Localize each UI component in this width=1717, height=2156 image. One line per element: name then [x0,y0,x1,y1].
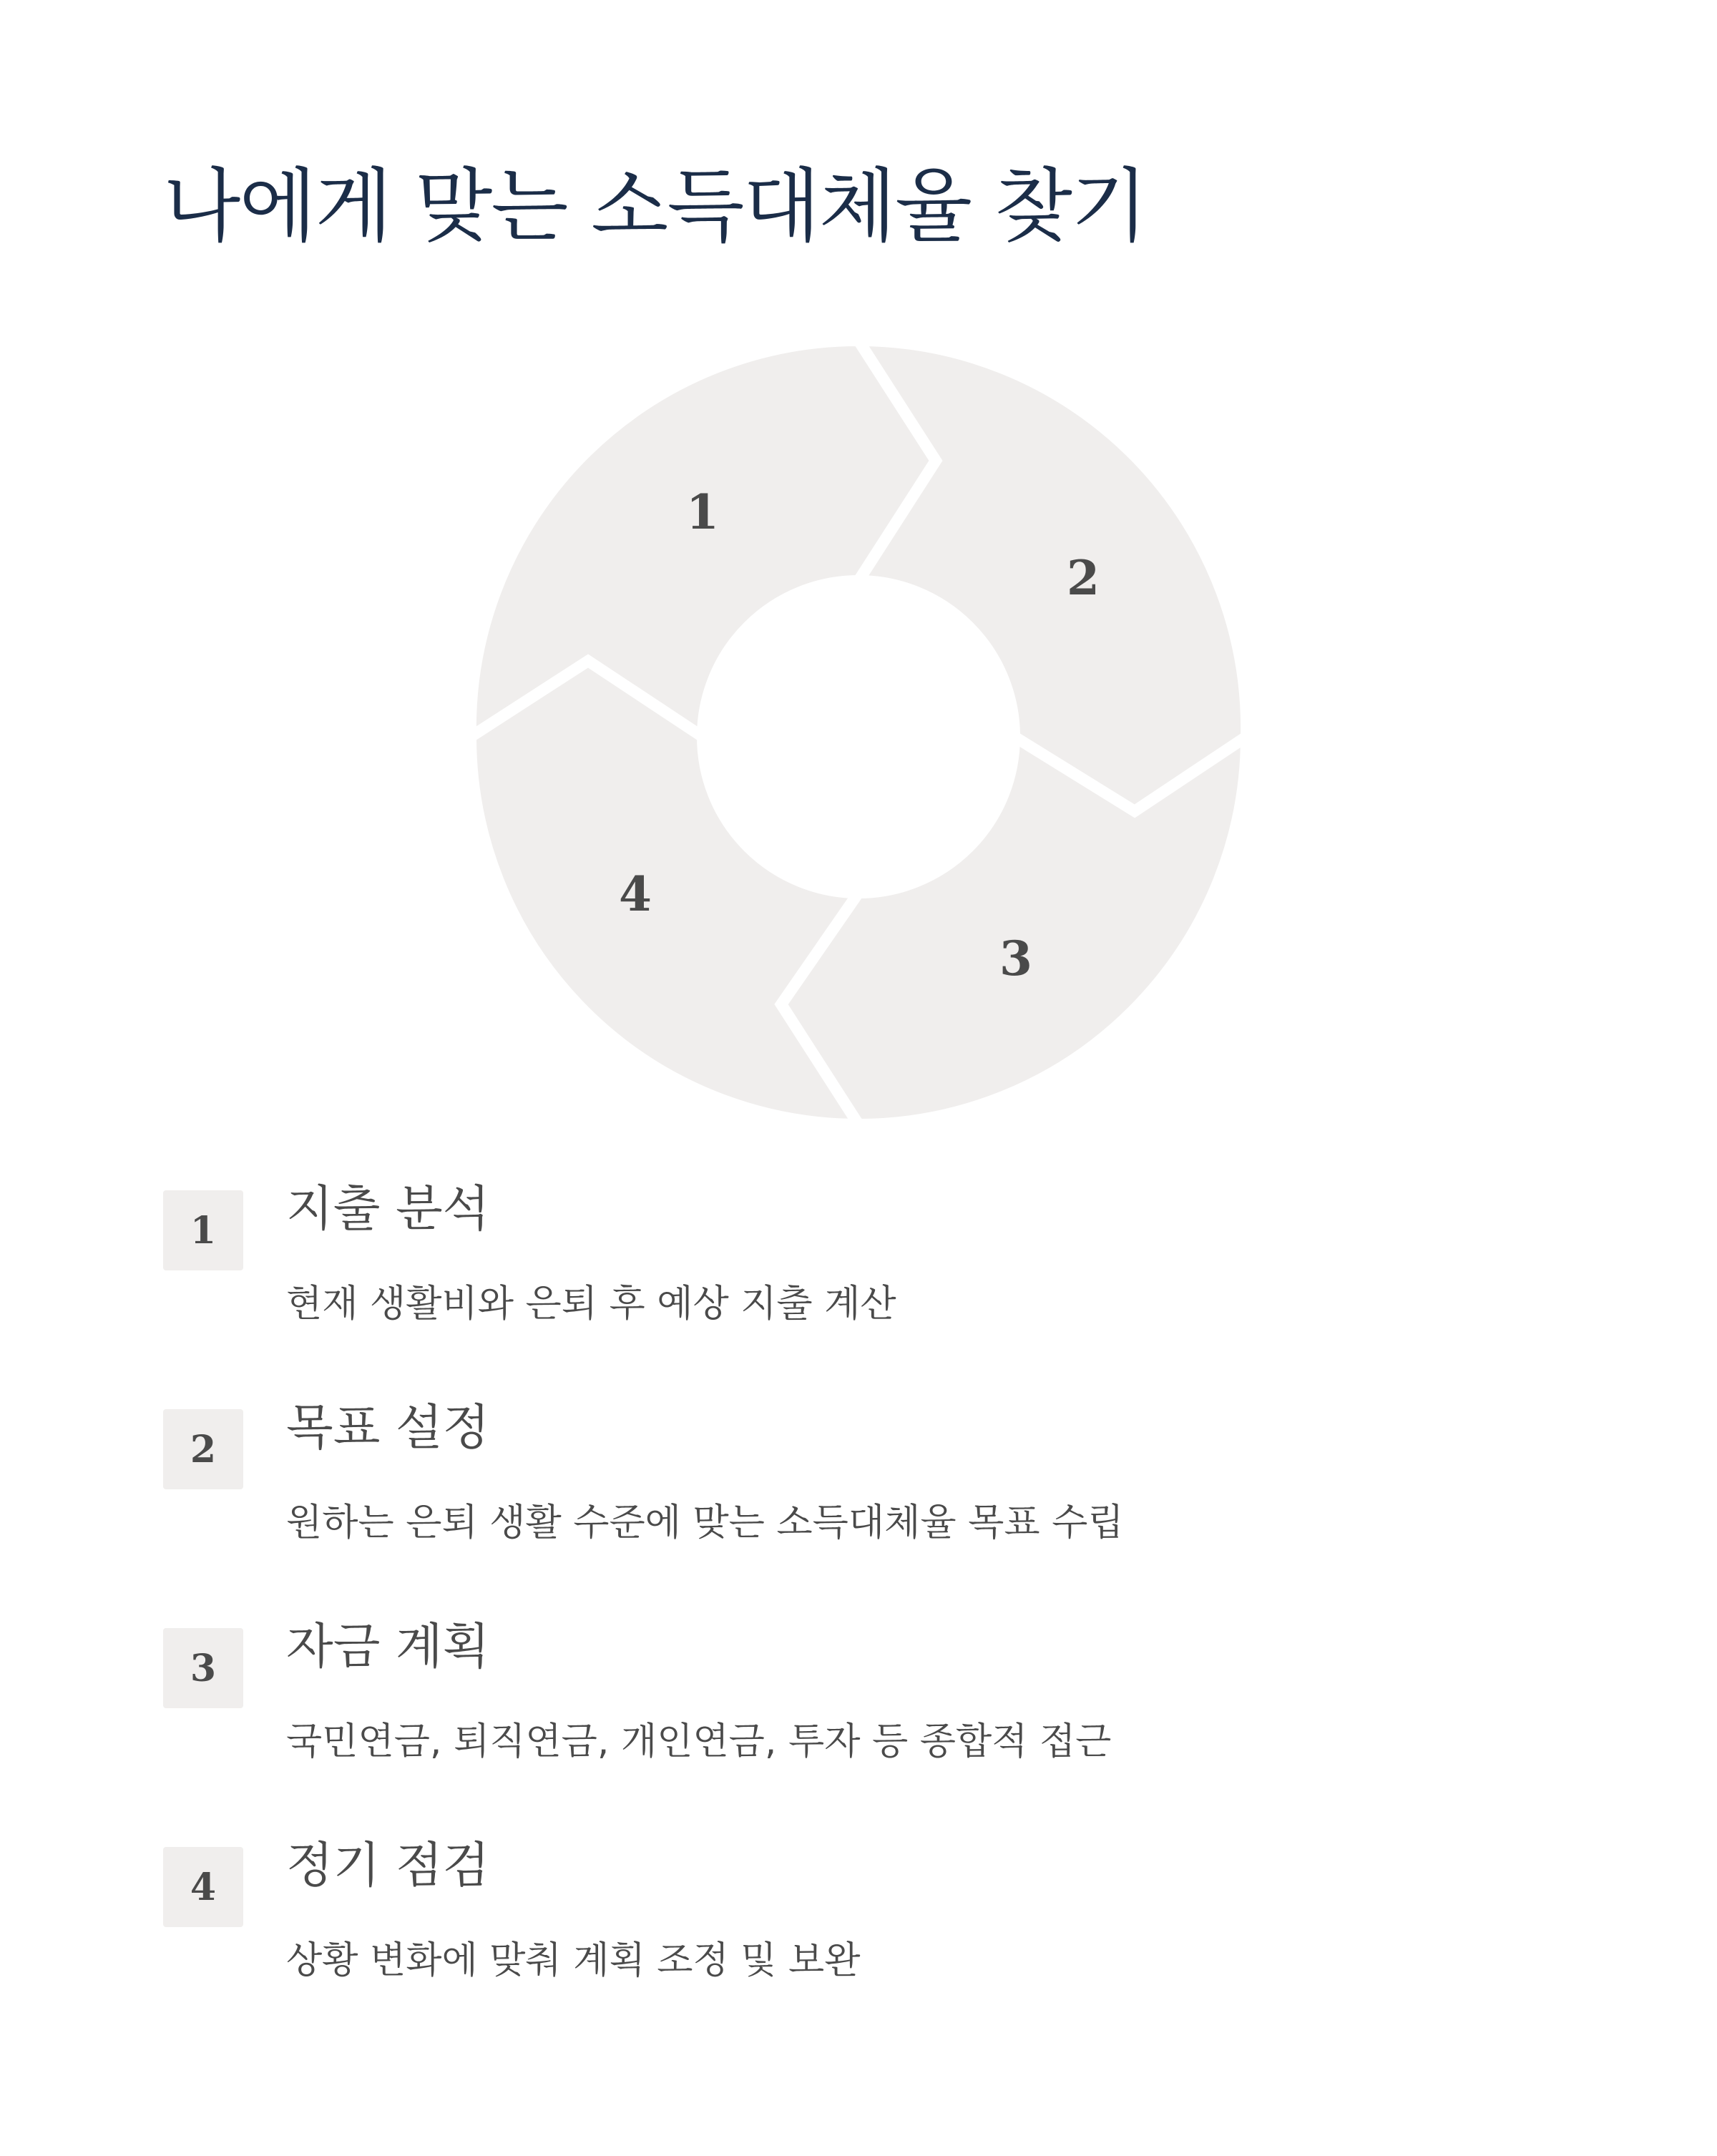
step-number-badge: 3 [163,1628,243,1708]
step-description: 현재 생활비와 은퇴 후 예상 지출 계산 [286,1283,896,1326]
step-description: 원하는 은퇴 생활 수준에 맞는 소득대체율 목표 수립 [286,1501,1124,1544]
step-title: 지출 분석 [286,1181,490,1238]
cycle-segment-2-number: 2 [1067,550,1100,606]
page-title: 나에게 맞는 소득대체율 찾기 [163,160,1148,253]
step-title: 정기 점검 [286,1838,490,1894]
cycle-segment-2 [858,340,1246,811]
step-item-3 [163,1619,1522,1800]
step-item-4 [163,1838,1522,2019]
step-item-1 [163,1181,1522,1362]
step-number-badge: 4 [163,1847,243,1927]
cycle-segment-4 [471,661,858,1124]
step-description: 상황 변화에 맞춰 계획 조정 및 보완 [286,1939,861,1982]
step-description: 국민연금, 퇴직연금, 개인연금, 투자 등 종합적 접근 [286,1720,1112,1763]
step-item-2 [163,1400,1522,1581]
cycle-segment-3-number: 3 [999,931,1032,986]
step-title: 목표 설정 [286,1400,490,1456]
cycle-segment-1-number: 1 [686,484,719,540]
step-title: 자금 계획 [286,1619,490,1675]
step-number-badge: 1 [163,1190,243,1270]
cycle-segment-4-number: 4 [619,866,652,922]
step-number-badge: 2 [163,1409,243,1489]
